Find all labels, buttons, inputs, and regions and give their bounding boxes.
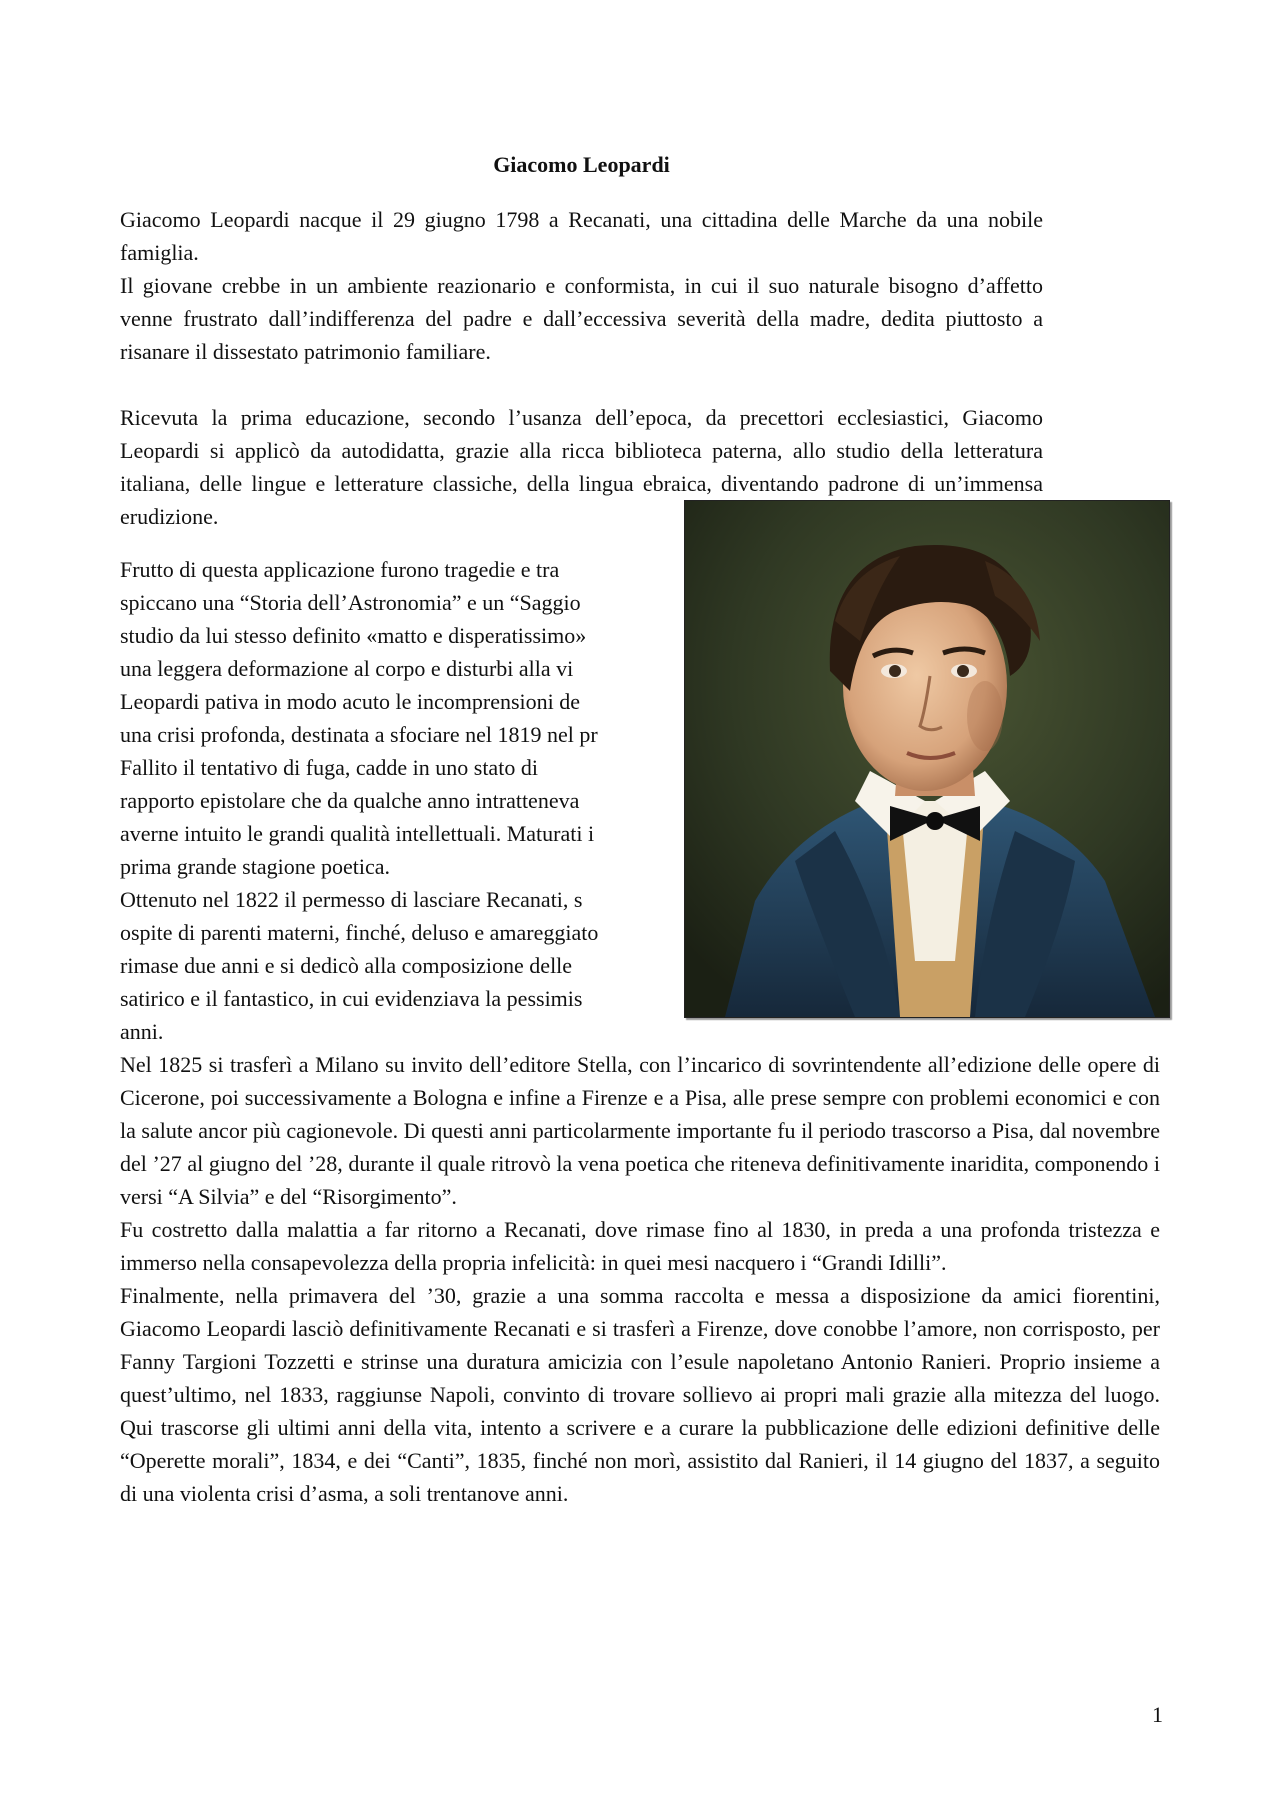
- text-line: rapporto epistolare che da qualche anno intratteneva: [120, 788, 580, 813]
- paragraph: Fu costretto dalla malattia a far ritorno a Recanati, dove rimase fino al 1830, in preda a una profonda tristezza e immerso nella consapevolezza della propria infelicità: in quei mesi nacquero i “Grandi Idilli”.: [120, 1217, 1160, 1275]
- text-line: ospite di parenti materni, finché, deluso e amareggiato: [120, 920, 599, 945]
- text-line: satirico e il fantastico, in cui evidenziava la pessimis: [120, 986, 583, 1011]
- portrait-image: [684, 500, 1170, 1018]
- text-line: una leggera deformazione al corpo e disturbi alla vi: [120, 656, 574, 681]
- text-line: Frutto di questa applicazione furono tragedie e tra: [120, 557, 560, 582]
- paragraph: Giacomo Leopardi nacque il 29 giugno 1798 a Recanati, una cittadina delle Marche da una nobile famiglia.: [120, 207, 1043, 265]
- text-line: Ottenuto nel 1822 il permesso di lasciare Recanati, s: [120, 887, 583, 912]
- text-line: Leopardi pativa in modo acuto le incomprensioni de: [120, 689, 581, 714]
- paragraph: Il giovane crebbe in un ambiente reazionario e conformista, in cui il suo naturale bisogno d’affetto venne frustrato dall’indifferenza del padre e dall’eccessiva severità della madre, dedita piuttosto a risanare il dissestato patrimonio familiare.: [120, 273, 1043, 364]
- page-title: Giacomo Leopardi: [493, 152, 670, 177]
- page-number: 1: [1152, 1702, 1163, 1727]
- text-line: Fallito il tentativo di fuga, cadde in uno stato di: [120, 755, 538, 780]
- text-line: una crisi profonda, destinata a sfociare nel 1819 nel pr: [120, 722, 598, 747]
- text-line: averne intuito le grandi qualità intellettuali. Maturati i: [120, 821, 595, 846]
- paragraph: Nel 1825 si trasferì a Milano su invito dell’editore Stella, con l’incarico di sovrintendente all’edizione delle opere di Cicerone, poi successivamente a Bologna e infine a Firenze e a Pisa, alle prese sempre con problemi economici e con la salute ancor più cagionevole. Di questi anni particolarmente importante fu il periodo trascorso a Pisa, dal novembre del ’27 al giugno del ’28, durante il quale ritrovò la vena poetica che riteneva definitivamente inaridita, componendo i versi “A Silvia” e del “Risorgimento”.: [120, 1052, 1160, 1209]
- text-line: rimase due anni e si dedicò alla composizione delle: [120, 953, 573, 978]
- text-line: prima grande stagione poetica.: [120, 854, 391, 879]
- text-line: spiccano una “Storia dell’Astronomia” e un “Saggio: [120, 590, 581, 615]
- paragraph: Ricevuta la prima educazione, secondo l’usanza dell’epoca, da precettori ecclesiastici, Giacomo Leopardi si applicò da autodidatta, grazie alla ricca biblioteca paterna, allo studio della letteratura italiana, delle lingue e letterature classiche, della lingua ebraica, diventando padrone di un’immensa erudizione.: [120, 405, 1043, 529]
- text-line: anni.: [120, 1019, 164, 1044]
- text-line: studio da lui stesso definito «matto e disperatissimo»: [120, 623, 587, 648]
- portrait-illustration: [685, 501, 1169, 1017]
- paragraph: Finalmente, nella primavera del ’30, grazie a una somma raccolta e messa a disposizione da amici fiorentini, Giacomo Leopardi lasciò definitivamente Recanati e si trasferì a Firenze, dove conobbe l’amore, non corrisposto, per Fanny Targioni Tozzetti e strinse una duratura amicizia con l’esule napoletano Antonio Ranieri. Proprio insieme a quest’ultimo, nel 1833, raggiunse Napoli, convinto di trovare sollievo ai propri mali grazie alla mitezza del luogo. Qui trascorse gli ultimi anni della vita, intento a scrivere e a curare la pubblicazione delle edizioni definitive delle “Operette morali”, 1834, e dei “Canti”, 1835, finché non morì, assistito dal Ranieri, il 14 giugno del 1837, a seguito di una violenta crisi d’asma, a soli trentanove anni.: [120, 1283, 1160, 1506]
